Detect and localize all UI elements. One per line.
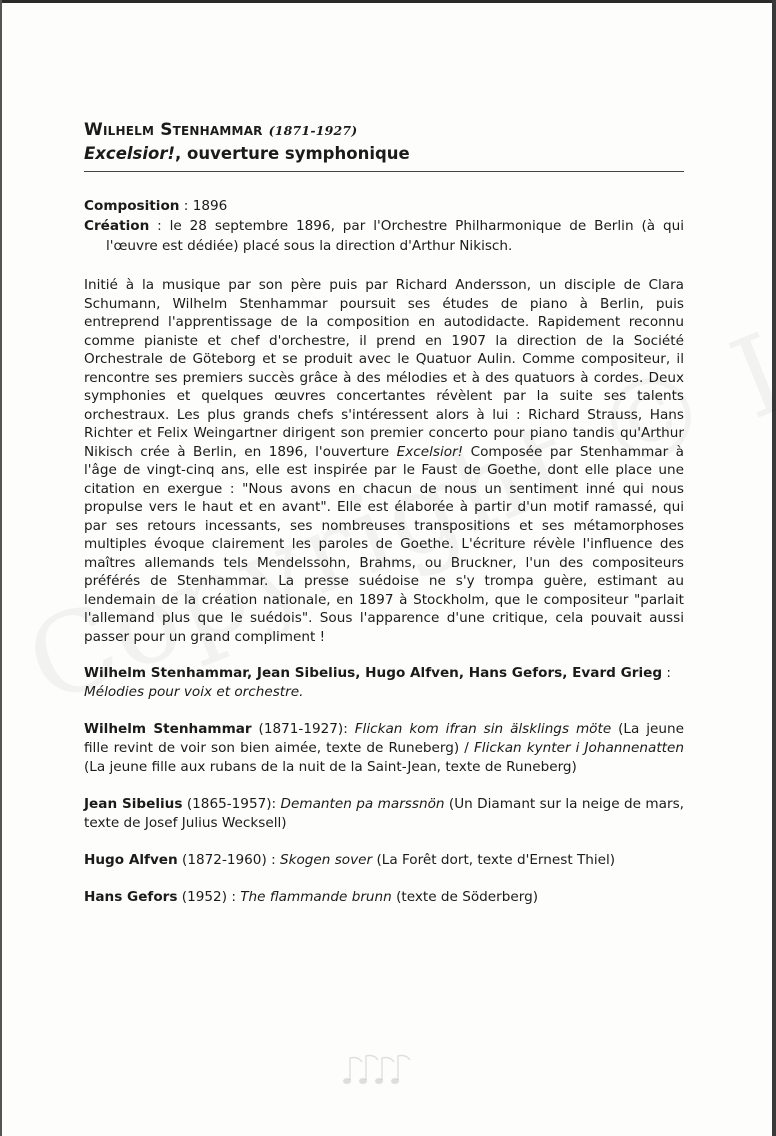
composer-heading — [84, 120, 684, 140]
body-italic-title: Excelsior! — [396, 443, 464, 460]
entry-composer: Wilhelm Stenhammar — [84, 721, 252, 737]
entry-dates: (1865-1957): — [182, 796, 281, 812]
composition-line — [84, 196, 684, 216]
creation-label: Création — [84, 218, 150, 234]
composer-dates: (1871-1927) — [268, 123, 358, 138]
entry-stenhammar — [84, 720, 684, 777]
entry-desc: (texte de Söderberg) — [391, 889, 539, 905]
creation-sep: : — [149, 218, 170, 234]
melodies-subtitle: Mélodies pour voix et orchestre. — [84, 684, 304, 700]
composition-sep: : — [179, 198, 193, 214]
body-paragraph — [84, 276, 684, 646]
creation-line — [84, 216, 684, 256]
entry-desc: (Un Diamant sur la neige de mars, texte de Josef Julius Wecksell) — [84, 796, 684, 831]
entry-dates: (1872-1960) : — [177, 852, 280, 868]
music-notes-ornament-icon — [340, 1050, 420, 1090]
creation-value: le 28 septembre 1896, par l'Orchestre Philharmonique de Berlin (à qui l'œuvre est dédiée) placé sous la direction d'Arthur Nikisch. — [106, 218, 684, 254]
entry-composer: Hans Gefors — [84, 889, 178, 905]
composer-name: Wilhelm Stenhammar — [84, 120, 263, 140]
entry-gefors — [84, 888, 684, 907]
work-title-rest: , ouverture symphonique — [175, 144, 410, 163]
entry-desc: (La Forêt dort, texte d'Ernest Thiel) — [372, 852, 616, 868]
entry-dates: (1871-1927): — [251, 721, 355, 737]
scan-edge-top — [0, 0, 776, 3]
body-part1: Initié à la musique par son père puis par Richard Andersson, un disciple de Clara Schumann, Wilhelm Stenhammar poursuit ses études de piano à Berlin, puis entreprend l'apprentissage de la composition en autodidacte. Rapidement reconnu comme pianiste et chef d'orchestre, il prend en 1907 la direction de la Société Orchestrale de Göteborg et se produit avec le Quatuor Aulin. Comme compositeur, il rencontre ses premiers succès grâce à des mélodies et à des quatuors à cordes. Deux symphonies et quelques œuvres concertantes révèlent par la suite ses talents orchestraux. Les plus grands chefs s'intéressent alors à lui : Richard Strauss, Hans Richter et Felix Weingartner dirigent son premier concerto pour piano tandis qu'Arthur Nikisch crée à Berlin, en 1896, l'ouverture — [84, 277, 684, 460]
work-title — [84, 144, 684, 163]
scan-edge-left — [0, 0, 2, 1136]
melodies-heading — [84, 664, 684, 702]
body-part2: Composée par Stenhammar à l'âge de vingt-cinq ans, elle est inspirée par le Faust de Goethe, dont elle place une citation en exergue : "Nous avons en chacun de nous un sentiment inné qui nous propulse vers le haut et en avant". Elle est élaborée à partir d'un motif ramassé, qui par ses retours incessants, ses nombreuses transpositions et ses métamorphoses multiples évoque clairement les paroles de Goethe. L'écriture révèle l'influence des maîtres allemands tels Mendelssohn, Brahms, ou Bruckner, l'un des compositeurs préférés de Stenhammar. La presse suédoise ne s'y trompa guère, estimant au lendemain de la création nationale, en 1897 à Stockholm, que le compositeur "parlait l'allemand plus que le suédois". Sous l'apparence d'une critique, cela pouvait aussi passer pour un grand compliment ! — [84, 443, 684, 645]
entry-composer: Jean Sibelius — [84, 796, 183, 812]
entry-title: The flammande brunn — [240, 889, 392, 905]
entry-dates: (1952) : — [177, 889, 241, 905]
entry-sibelius — [84, 795, 684, 833]
entry-composer: Hugo Alfven — [84, 852, 178, 868]
scan-edge-right — [772, 0, 776, 1136]
entry-desc: (La jeune fille revint de voir son bien aimée, texte de Runeberg) / — [84, 721, 684, 756]
melodies-sep: : — [662, 665, 671, 681]
composition-label: Composition — [84, 198, 180, 214]
work-title-italic: Excelsior! — [84, 144, 176, 163]
entry-desc-2: (La jeune fille aux rubans de la nuit de la Saint-Jean, texte de Runeberg) — [84, 759, 577, 775]
melodies-composers: Wilhelm Stenhammar, Jean Sibelius, Hugo Alfven, Hans Gefors, Evard Grieg — [84, 665, 663, 681]
composition-value: 1896 — [192, 198, 228, 214]
document-page — [84, 120, 684, 907]
entry-title-2: Flickan kynter i Johannenatten — [473, 740, 684, 756]
heading-block — [84, 120, 684, 172]
work-metadata — [84, 196, 684, 256]
entry-title: Skogen sover — [279, 852, 373, 868]
entry-title: Demanten pa marssnön — [280, 796, 445, 812]
entry-alfven — [84, 851, 684, 870]
entry-title: Flickan kom ifran sin älsklings möte — [354, 721, 612, 737]
